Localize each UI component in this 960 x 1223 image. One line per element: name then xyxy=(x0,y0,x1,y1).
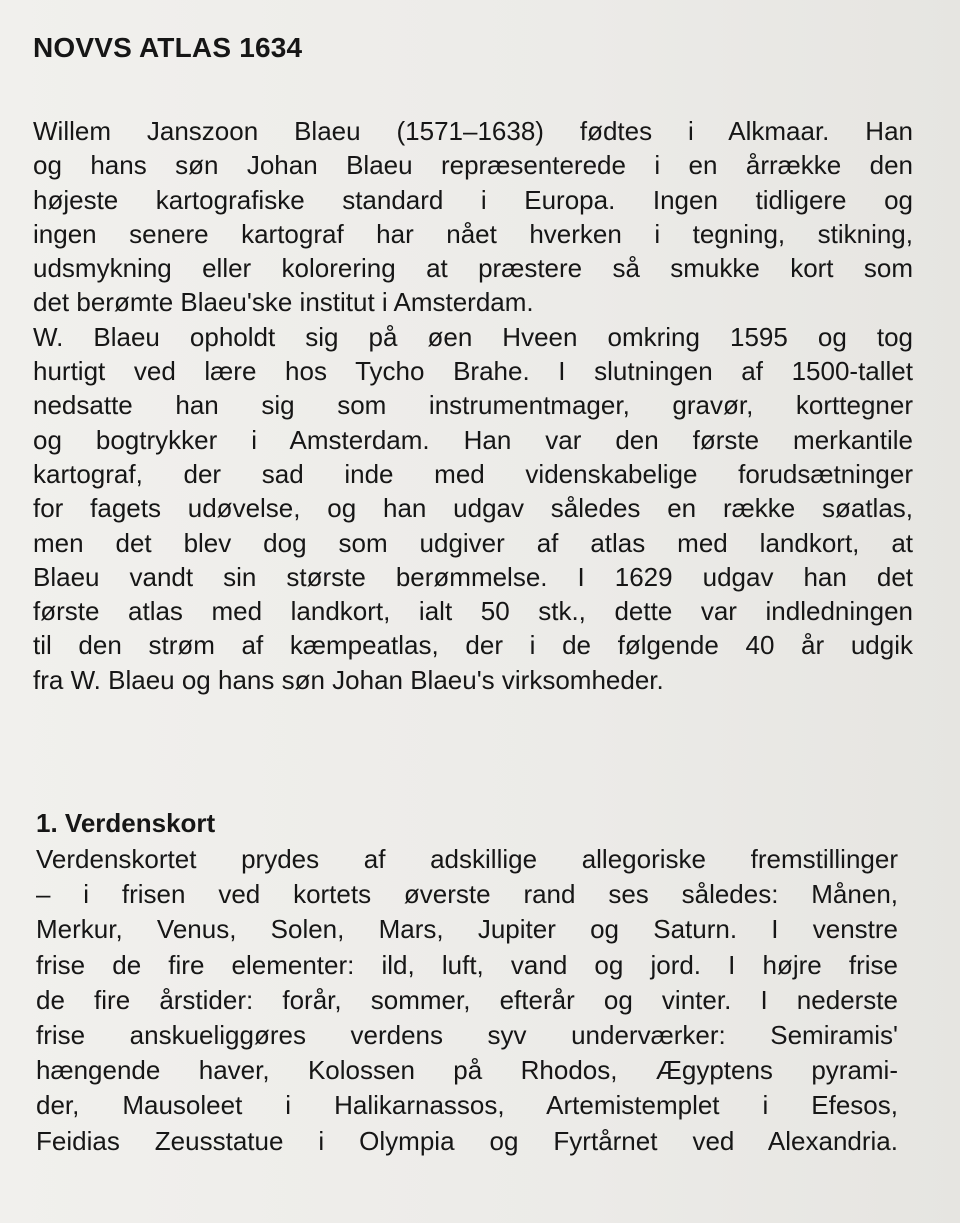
section-heading: 1. Verdenskort xyxy=(36,808,216,838)
text-line: og bogtrykker i Amsterdam. Han var den første merkantile xyxy=(33,424,913,455)
text-line: Verdenskortet prydes af adskillige allegoriske fremstillinger xyxy=(36,844,898,874)
text-line: fra W. Blaeu og hans søn Johan Blaeu's virksomheder. xyxy=(33,664,664,695)
text-line: Feidias Zeusstatue i Olympia og Fyrtårnet ved Alexandria. xyxy=(36,1125,898,1156)
text-line: – i frisen ved kortets øverste rand ses således: Månen, xyxy=(36,879,898,910)
text-line: det berømte Blaeu'ske institut i Amsterdam. xyxy=(33,287,534,318)
text-line: højeste kartografiske standard i Europa. Ingen tidligere og xyxy=(33,184,913,215)
document-title: NOVVS ATLAS 1634 xyxy=(33,32,303,63)
text-line: første atlas med landkort, ialt 50 stk., dette var indledningen xyxy=(33,596,913,627)
text-line: nedsatte han sig som instrumentmager, gravør, korttegner xyxy=(33,390,913,421)
text-line: til den strøm af kæmpeatlas, der i de følgende 40 år udgik xyxy=(33,630,913,661)
text-line: hurtigt ved lære hos Tycho Brahe. I slutningen af 1500-tallet xyxy=(33,356,913,387)
text-line: Willem Janszoon Blaeu (1571–1638) fødtes i Alkmaar. Han xyxy=(33,116,913,146)
text-line: der, Mausoleet i Halikarnassos, Artemistemplet i Efesos, xyxy=(36,1090,898,1121)
section-verdenskort xyxy=(36,806,898,1159)
text-line: de fire årstider: forår, sommer, efterår og vinter. I nederste xyxy=(36,984,898,1015)
text-line: for fagets udøvelse, og han udgav således en række søatlas, xyxy=(33,493,913,524)
text-line: frise anskueliggøres verdens syv underværker: Semiramis' xyxy=(36,1019,898,1050)
text-line: hængende haver, Kolossen på Rhodos, Ægyptens pyrami- xyxy=(36,1055,898,1086)
text-line: Blaeu vandt sin største berømmelse. I 1629 udgav han det xyxy=(33,561,913,592)
text-line: frise de fire elementer: ild, luft, vand og jord. I højre frise xyxy=(36,949,898,980)
text-line: ingen senere kartograf har nået hverken i tegning, stikning, xyxy=(33,218,913,249)
text-line: W. Blaeu opholdt sig på øen Hveen omkring 1595 og tog xyxy=(33,321,913,352)
text-line: kartograf, der sad inde med videnskabelige forudsætninger xyxy=(33,458,913,489)
intro-paragraph xyxy=(33,114,913,697)
text-line: og hans søn Johan Blaeu repræsenterede i en årrække den xyxy=(33,150,913,181)
text-line: Merkur, Venus, Solen, Mars, Jupiter og Saturn. I venstre xyxy=(36,914,898,945)
text-line: men det blev dog som udgiver af atlas med landkort, at xyxy=(33,527,913,558)
text-line: udsmykning eller kolorering at præstere så smukke kort som xyxy=(33,253,913,284)
